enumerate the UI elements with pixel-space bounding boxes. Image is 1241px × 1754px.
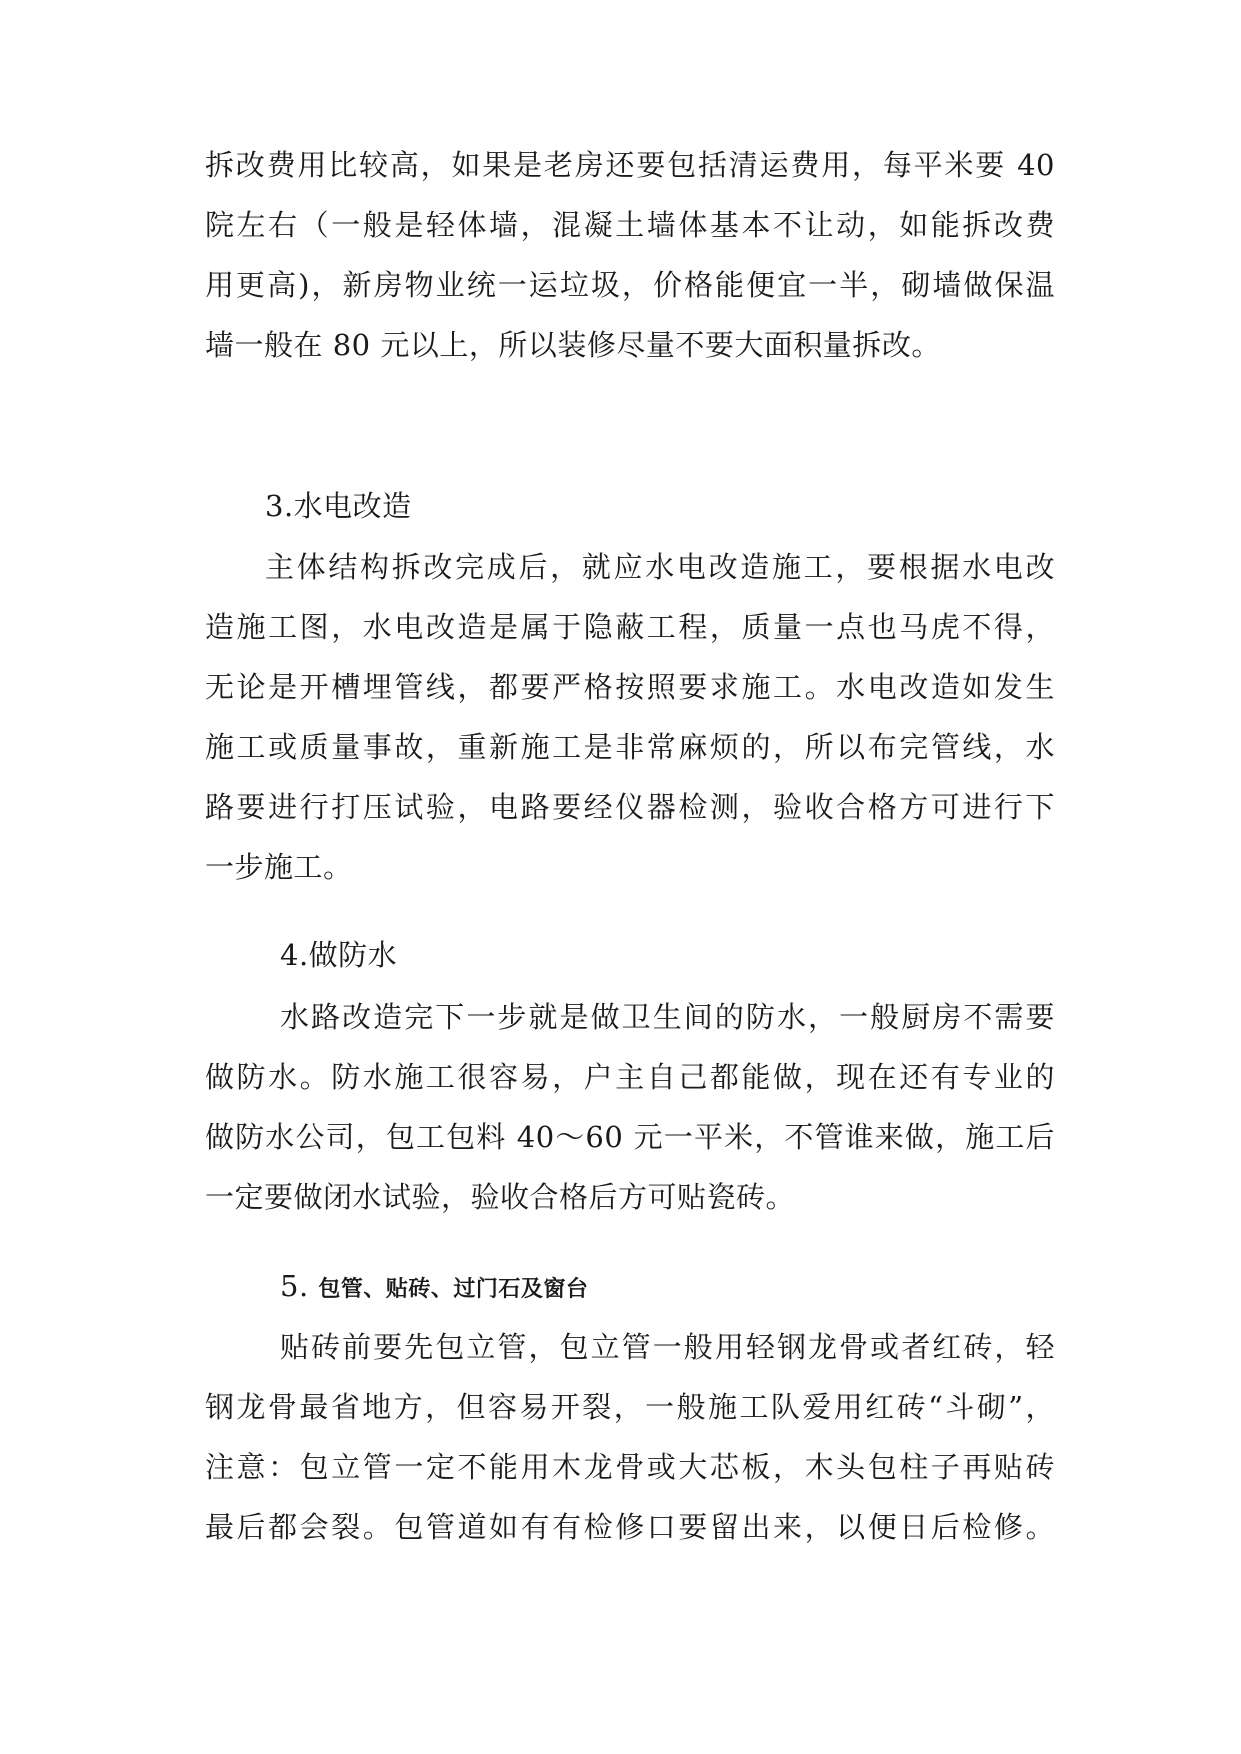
- section-4-line-4: 一定要做闭水试验，验收合格后方可贴瓷砖。: [205, 1180, 796, 1214]
- section-3-line-5: 路要进行打压试验，电路要经仪器检测，验收合格方可进行下: [205, 790, 1055, 824]
- section-5-line-3: 注意：包立管一定不能用木龙骨或大芯板，木头包柱子再贴砖: [205, 1450, 1055, 1484]
- section-5-heading-number: 5.: [280, 1269, 309, 1303]
- section-3-line-2: 造施工图，水电改造是属于隐蔽工程，质量一点也马虎不得，: [205, 610, 1055, 644]
- section-3-line-3: 无论是开槽埋管线，都要严格按照要求施工。水电改造如发生: [205, 670, 1055, 704]
- section-3-heading: 3.水电改造: [265, 489, 412, 523]
- section-3-line-4: 施工或质量事故，重新施工是非常麻烦的，所以布完管线，水: [205, 730, 1055, 764]
- paragraph-1-line-3: 用更高)，新房物业统一运垃圾，价格能便宜一半，砌墙做保温: [205, 268, 1055, 302]
- paragraph-1-line-4: 墙一般在 80 元以上，所以装修尽量不要大面积量拆改。: [205, 328, 941, 362]
- paragraph-1-line-2: 院左右（一般是轻体墙，混凝土墙体基本不让动，如能拆改费: [205, 208, 1055, 242]
- section-4-line-2: 做防水。防水施工很容易，户主自己都能做，现在还有专业的: [205, 1060, 1055, 1094]
- section-4-heading: 4.做防水: [280, 938, 398, 972]
- paragraph-1-line-1: 拆改费用比较高，如果是老房还要包括清运费用，每平米要 40: [205, 148, 1055, 182]
- section-5-line-2: 钢龙骨最省地方，但容易开裂，一般施工队爱用红砖“斗砌”，: [205, 1390, 1055, 1424]
- section-5-heading-text: 包管、贴砖、过门石及窗台: [318, 1277, 589, 1302]
- section-5-line-1: 贴砖前要先包立管，包立管一般用轻钢龙骨或者红砖，轻: [280, 1330, 1055, 1364]
- section-3-line-6: 一步施工。: [205, 850, 353, 884]
- section-5-heading: [280, 1266, 588, 1310]
- section-5-line-4: 最后都会裂。包管道如有有检修口要留出来，以便日后检修。: [205, 1510, 1055, 1544]
- section-3-line-1: 主体结构拆改完成后，就应水电改造施工，要根据水电改: [265, 550, 1055, 584]
- section-4-line-1: 水路改造完下一步就是做卫生间的防水，一般厨房不需要: [280, 1000, 1055, 1034]
- section-4-line-3: 做防水公司，包工包料 40～60 元一平米，不管谁来做，施工后: [205, 1120, 1055, 1154]
